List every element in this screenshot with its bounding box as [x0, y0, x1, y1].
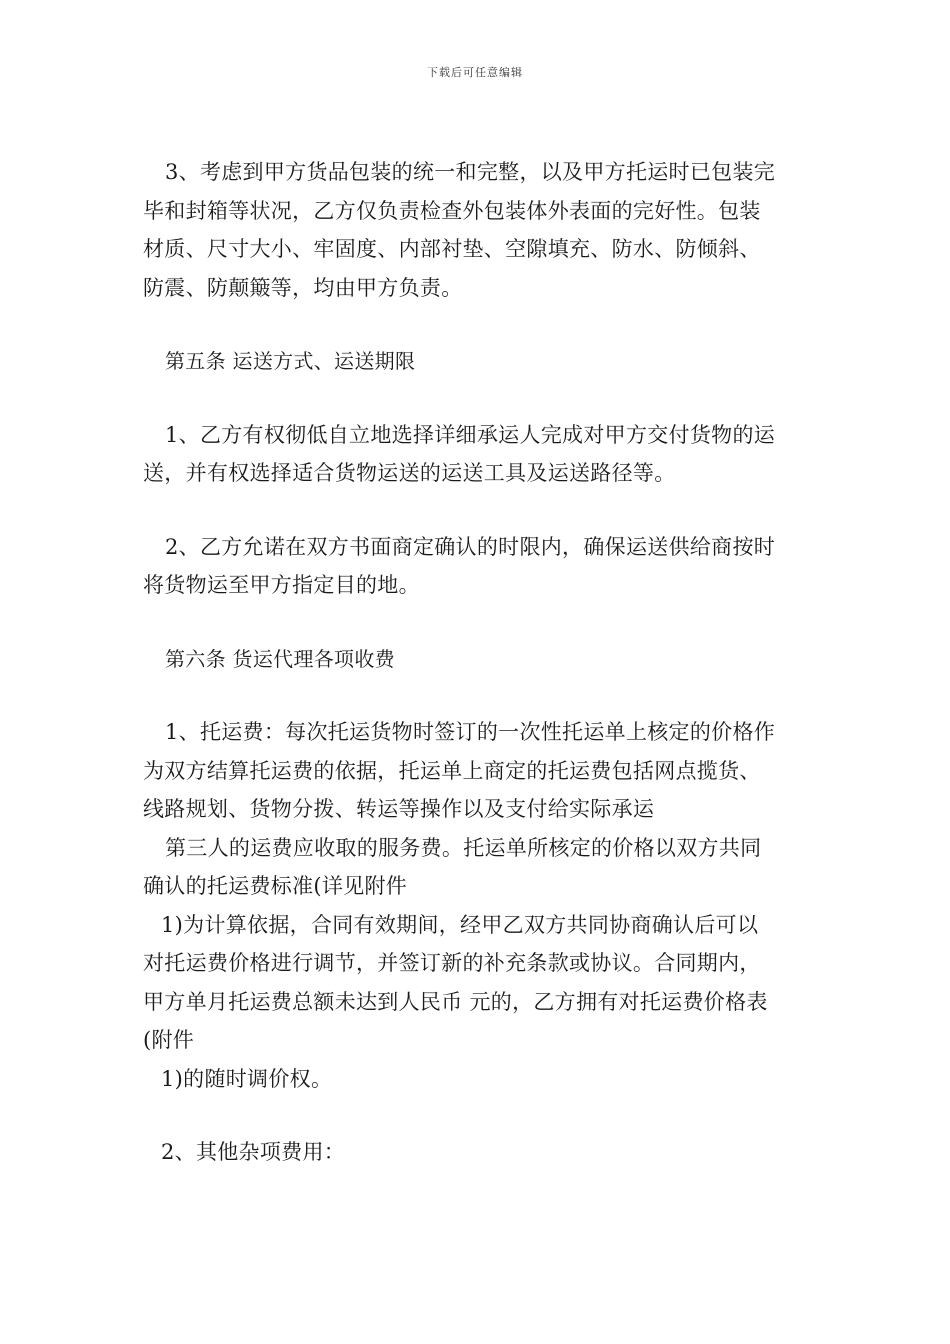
heading-text: 第五条 运送方式、运送期限 — [165, 349, 416, 373]
text-line: 第三人的运费应收取的服务费。托运单所核定的价格以双方共同 — [165, 835, 762, 860]
paragraph-freight-fee — [143, 713, 811, 829]
paragraph-gap — [143, 605, 811, 640]
paragraph-gap — [143, 678, 811, 713]
text-line: 1)为计算依据，合同有效期间，经甲乙双方共同协商确认后可以 — [161, 912, 759, 937]
paragraph-packaging — [143, 153, 811, 307]
text-line: 3、考虑到甲方货品包装的统一和完整，以及甲方托运时已包装完 — [165, 160, 776, 184]
paragraph-price-adjust — [143, 906, 811, 1060]
text-line: 对托运费价格进行调节，并签订新的补充条款或协议。合同期内， — [143, 951, 761, 975]
text-line: 2、其他杂项费用： — [161, 1140, 346, 1164]
paragraph-gap — [143, 1098, 811, 1133]
text-line: 送，并有权选择适合货物运送的运送工具及运送路径等。 — [143, 461, 676, 485]
section-heading-5 — [143, 342, 811, 381]
text-line: 1)的随时调价权。 — [161, 1066, 333, 1091]
heading-text: 第六条 货运代理各项收费 — [165, 646, 395, 671]
paragraph-gap — [143, 307, 811, 342]
text-line: 为双方结算托运费的依据，托运单上商定的托运费包括网点揽货、 — [143, 758, 761, 783]
paragraph-time-limit — [143, 528, 811, 605]
text-line: 1、乙方有权彻低自立地选择详细承运人完成对甲方交付货物的运 — [165, 422, 776, 447]
paragraph-gap — [143, 493, 811, 528]
text-line: 确认的托运费标准(详见附件 — [143, 874, 408, 898]
body-text — [143, 153, 811, 1172]
text-line: 防震、防颠簸等，均由甲方负责。 — [143, 275, 463, 300]
text-line: 1、托运费：每次托运货物时签订的一次性托运单上核定的价格作 — [165, 720, 776, 744]
text-line: (附件 — [143, 1028, 195, 1052]
text-line: 2、乙方允诺在双方书面商定确认的时限内，确保运送供给商按时 — [165, 534, 776, 559]
text-line: 材质、尺寸大小、牢固度、内部衬垫、空隙填充、防水、防倾斜、 — [143, 237, 761, 261]
text-line: 将货物运至甲方指定目的地。 — [143, 573, 420, 597]
text-line: 毕和封箱等状况，乙方仅负责检查外包装体外表面的完好性。包装 — [143, 198, 761, 223]
paragraph-other-fees — [143, 1133, 811, 1172]
text-line: 甲方单月托运费总额未达到人民币 元的，乙方拥有对托运费价格表 — [143, 989, 768, 1014]
section-heading-6 — [143, 640, 811, 679]
text-line: 线路规划、货物分拨、转运等操作以及支付给实际承运 — [143, 797, 655, 821]
paragraph-price-right — [143, 1060, 811, 1099]
paragraph-carrier-choice — [143, 416, 811, 493]
paragraph-gap — [143, 381, 811, 416]
paragraph-service-fee — [143, 829, 811, 906]
page-header: 下载后可任意编辑 — [427, 66, 523, 79]
